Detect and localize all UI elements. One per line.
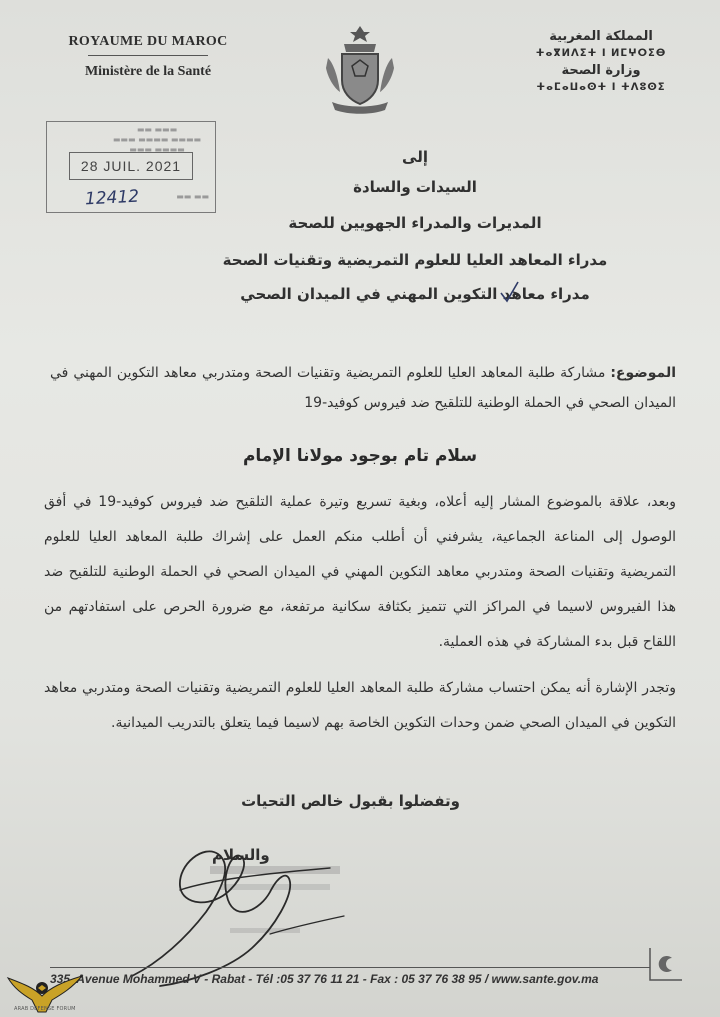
closing-formula: وتفضلوا بقبول خالص التحيات	[241, 792, 460, 810]
salutation: والسلام	[212, 846, 270, 864]
addressee-line-4: مدراء معاهد التكوين المهني في الميدان الصحي	[240, 285, 590, 303]
check-mark-icon	[498, 281, 520, 303]
royal-crest-icon	[318, 22, 402, 118]
greeting: سلام تام بوجود مولانا الإمام	[242, 446, 478, 466]
country-name-fr: ROYAUME DU MAROC	[68, 34, 228, 49]
stamp-faded-header: ▬▬▬ ▬▬ ▬▬▬▬ ▬▬▬▬ ▬▬▬ ▬▬▬▬ ▬▬▬	[112, 125, 202, 154]
header-divider	[88, 55, 208, 56]
stamp-date: 28 JUIL. 2021	[69, 152, 193, 180]
addressee-line-1: السيدات والسادة	[353, 178, 477, 196]
footer-divider	[50, 967, 650, 968]
arabic-header	[526, 28, 676, 96]
french-header	[48, 34, 248, 80]
handwritten-signature	[120, 830, 350, 990]
stamp-registration-number: 12412	[84, 186, 140, 210]
ministry-name-fr: Ministère de la Santé	[84, 64, 212, 79]
addressee-to: إلى	[402, 148, 428, 166]
country-name-ar: المملكة المغربية	[549, 29, 653, 44]
stamp-faded-label: ▬▬ ▬▬	[176, 192, 209, 201]
reception-stamp	[46, 121, 216, 213]
subject-label: الموضوع:	[610, 365, 676, 381]
addressee-line-3: مدراء المعاهد العليا للعلوم التمريضية وتقنيات الصحة	[222, 251, 608, 269]
forum-watermark-text: ARAB DEFENSE FORUM	[14, 1006, 76, 1012]
body-paragraph-2: وتجدر الإشارة أنه يمكن احتساب مشاركة طلبة المعاهد العليا للعلوم التمريضية وتقنيات الصحة ومتدربي معاهد التكوين في الميدان الصحي ضمن وحدات التكوين الخاصة بهم لاسيما فيما يتعلق بالتدريب الميدانية.	[44, 680, 676, 731]
addressee-line-2: المديرات والمدراء الجهويين للصحة	[288, 214, 542, 232]
subject-text: مشاركة طلبة المعاهد العليا للعلوم التمريضية وتقنيات الصحة ومتدربي معاهد التكوين المهني في الميدان الصحي في الحملة الوطنية للتلقيح ضد فيروس كوفيد-19	[50, 365, 676, 411]
subject-block	[50, 358, 676, 418]
ministry-name-ar: وزارة الصحة	[561, 63, 641, 78]
body-paragraph-1: وبعد، علاقة بالموضوع المشار إليه أعلاه، وبغية تسريع وتيرة عملية التلقيح ضد فيروس كوفيد-19 في أفق الوصول إلى المناعة الجماعية، يشرفني أن أطلب منكم العمل على إشراك طلبة المعاهد العليا للعلوم التمريضية وتقنيات الصحة ومتدربي معاهد التكوين المهني في الميدان الصحي في الحملة الوطنية للتلقيح ضد هذا الفيروس لاسيما في المراكز التي تتميز بكثافة سكانية مرتفعة، مع ضرورة الحرص على استفادتهم من اللقاح قبل بدء المشاركة في هذه العملية.	[44, 494, 676, 650]
footer-address: 335, Avenue Mohammed V - Rabat - Tél :05 37 76 11 21 - Fax : 05 37 76 38 95 / www.sante.gov.ma	[50, 972, 599, 986]
country-name-tifinagh: ⵜⴰⴳⵍⴷⵉⵜ ⵏ ⵍⵎⵖⵔⵉⴱ	[535, 48, 667, 59]
ministry-name-tifinagh: ⵜⴰⵎⴰⵡⴰⵙⵜ ⵏ ⵜⴷⵓⵙⵉ	[536, 82, 666, 93]
ministry-logo-icon	[646, 944, 686, 984]
